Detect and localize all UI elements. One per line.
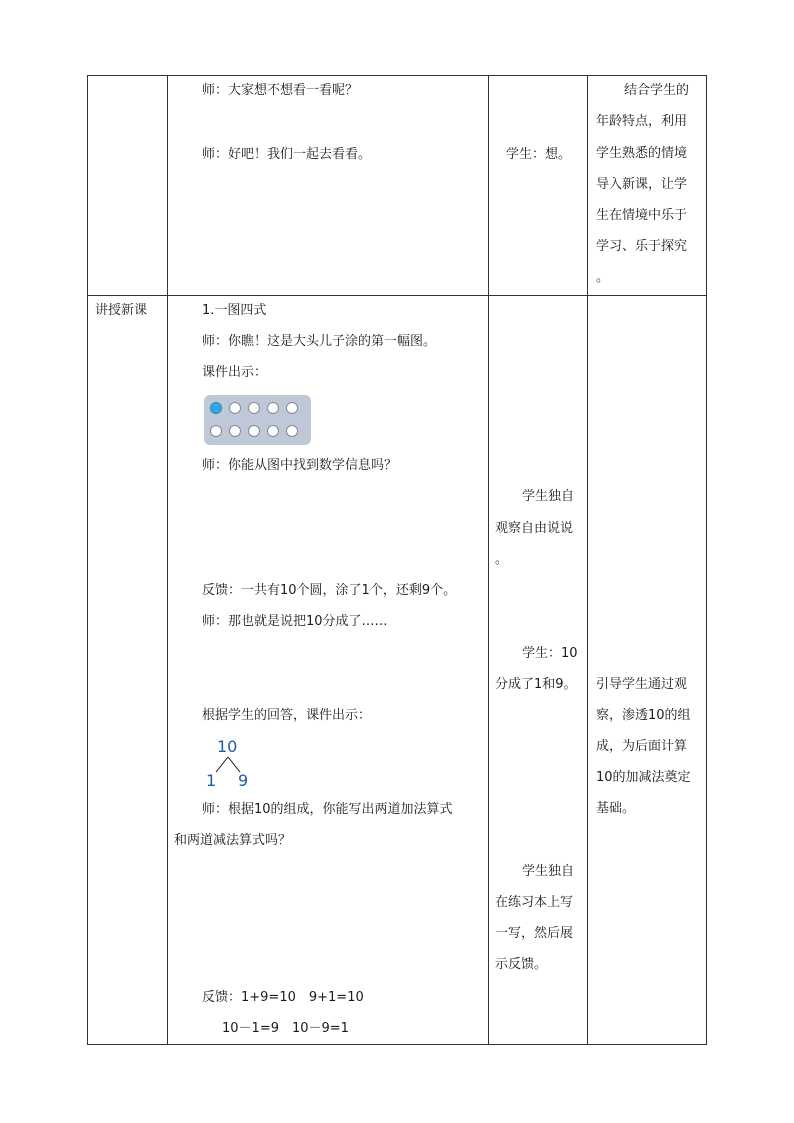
column-divider-student (488, 75, 489, 1045)
circle-shaded (210, 402, 222, 414)
intent-line: 学习、乐于探究 (596, 239, 688, 254)
teacher-line: 师：大家想不想看一看呢？ (202, 83, 359, 98)
student-response: 示反馈。 (495, 957, 548, 972)
teacher-line: 师：根据10的组成，你能写出两道加法算式 (202, 802, 453, 817)
intent-line: 。 (596, 270, 610, 285)
split-left: 1 (206, 771, 217, 790)
split-whole: 10 (217, 737, 238, 756)
intent-line: 年龄特点，利用 (596, 114, 688, 129)
teacher-line: 师：那也就是说把10分成了…… (202, 614, 388, 629)
column-divider-intent (587, 75, 588, 1045)
feedback-line: 反馈：1+9=10 9+1=10 (202, 990, 364, 1005)
column-divider-stage (167, 75, 168, 1045)
feedback-line: 反馈：一共有10个圆，涂了1个，还剩9个。 (202, 583, 457, 598)
split-right: 9 (238, 771, 249, 790)
student-response: 。 (495, 552, 509, 567)
teacher-line: 师：好吧！我们一起去看看。 (202, 147, 372, 162)
teacher-line: 师：你瞧！这是大头儿子涂的第一幅图。 (202, 334, 437, 349)
courseware-label: 课件出示： (202, 365, 268, 380)
intent-line: 引导学生通过观 (596, 677, 688, 692)
intent-line: 成，为后面计算 (596, 739, 688, 754)
circle (248, 402, 260, 414)
circle (286, 425, 298, 437)
circle (210, 425, 222, 437)
student-response: 一写，然后展 (495, 926, 574, 941)
stage-label: 讲授新课 (95, 303, 148, 318)
circle (267, 425, 279, 437)
circle (248, 425, 260, 437)
student-response: 学生：想。 (506, 147, 572, 162)
intent-line: 导入新课，让学 (596, 177, 688, 192)
section-title: 1.一图四式 (202, 303, 267, 318)
circle (286, 402, 298, 414)
student-response: 学生：10 (522, 646, 578, 661)
teacher-line: 和两道减法算式吗？ (174, 833, 292, 848)
student-response: 学生独自 (522, 489, 575, 504)
ten-circles-picture (204, 395, 311, 445)
circle (229, 402, 241, 414)
intent-line: 10的加减法奠定 (596, 770, 691, 785)
teacher-line: 根据学生的回答，课件出示： (202, 708, 372, 723)
circle (229, 425, 241, 437)
row-divider (87, 295, 707, 296)
intent-line: 基础。 (596, 801, 636, 816)
intent-line: 察，渗透10的组 (596, 708, 691, 723)
intent-line: 学生熟悉的情境 (596, 146, 688, 161)
teacher-line: 师：你能从图中找到数学信息吗？ (202, 458, 398, 473)
intent-line: 生在情境中乐于 (596, 208, 688, 223)
circle (267, 402, 279, 414)
student-response: 学生独自 (522, 864, 575, 879)
intent-line: 结合学生的 (624, 83, 690, 98)
student-response: 在练习本上写 (495, 895, 574, 910)
feedback-line: 10－1=9 10－9=1 (222, 1021, 349, 1036)
student-response: 分成了1和9。 (495, 677, 577, 692)
student-response: 观察自由说说 (495, 521, 574, 536)
